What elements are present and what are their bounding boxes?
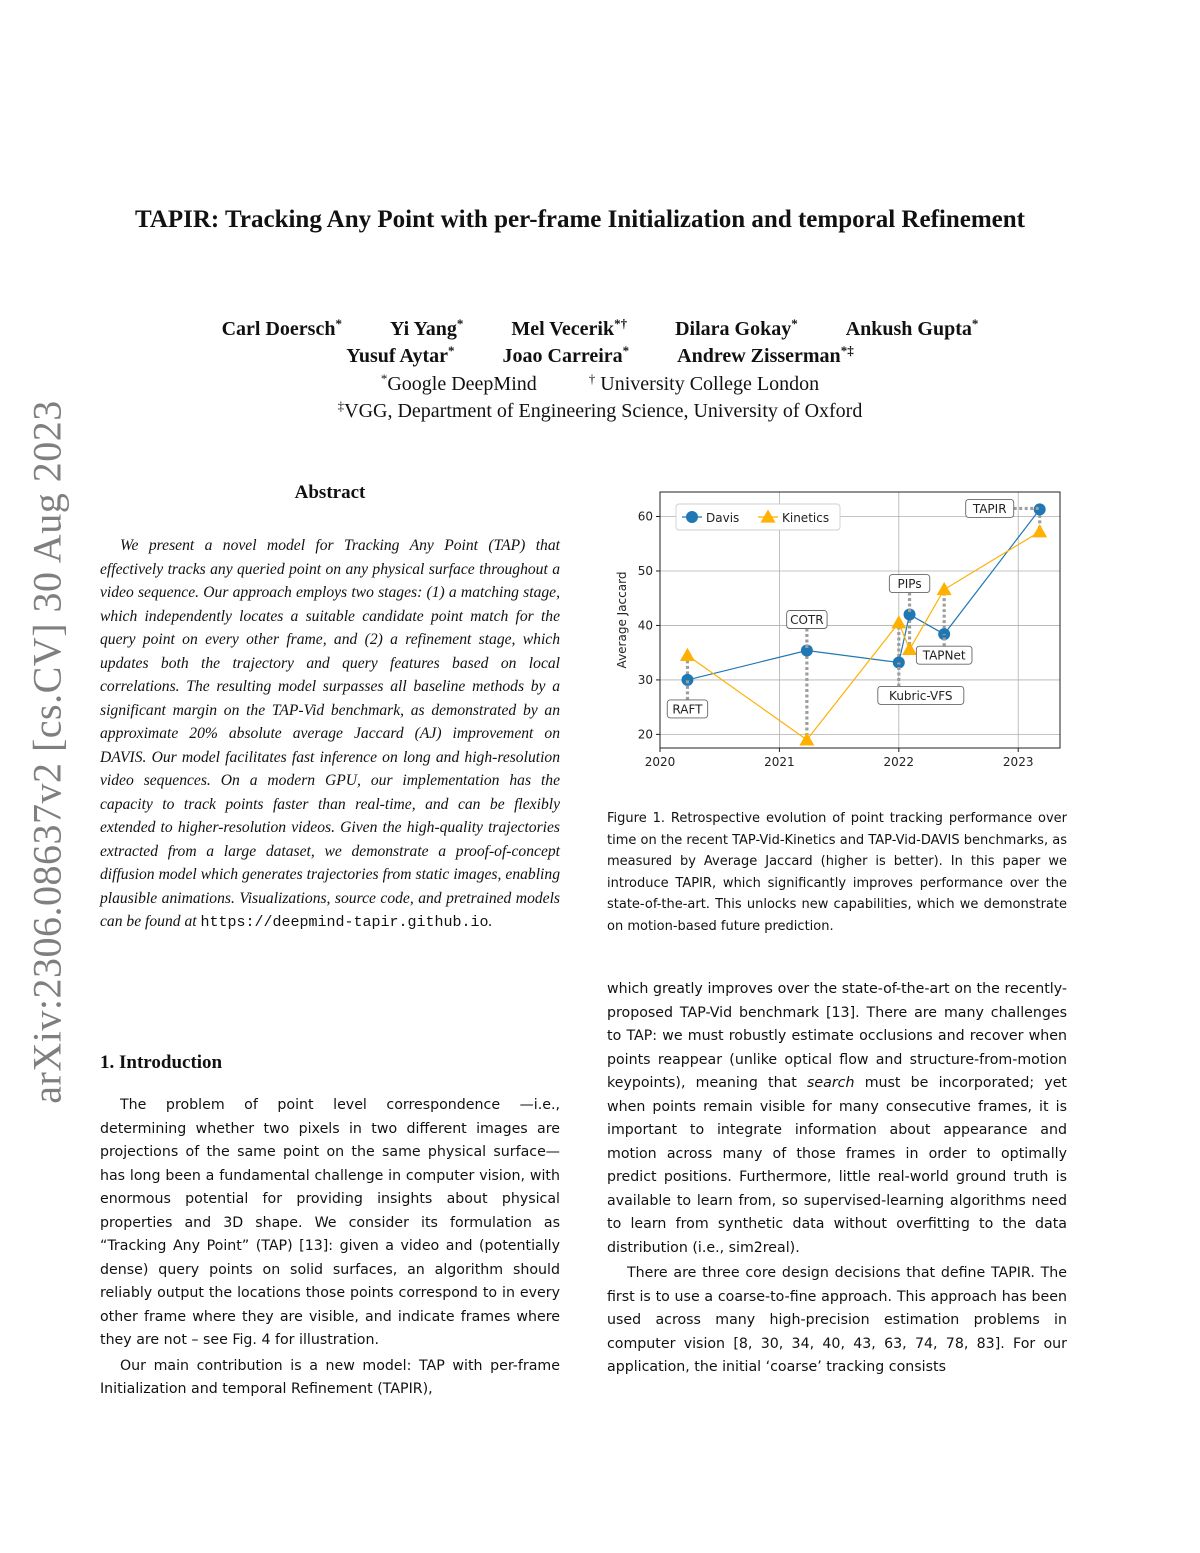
intro-paragraph-4: There are three core design decisions that define TAPIR. The first is to use a coarse-to-fine approach. This approach has been used across many high-precision estimation problems in computer vision [8, 30, 34, 40, 43, 63, 74, 78, 83]. For our application, the initial ‘coarse’ tracking consists bbox=[607, 1265, 1067, 1375]
arxiv-identifier-stamp: arXiv:2306.08637v2 [cs.CV] 30 Aug 2023 bbox=[24, 400, 70, 1104]
annotation-label: COTR bbox=[790, 613, 824, 628]
x-tick-label: 2022 bbox=[883, 755, 915, 769]
abstract-text: We present a novel model for Tracking Any Point (TAP) that effectively tracks any queried point on any physical surface throughout a video sequence. Our approach employs two stages: (1) a matching stage, which independently locates a suitable candidate point match for the query point on every other frame, and (2) a refinement stage, which updates both the trajectory and query features based on local correlations. The resulting model surpasses all baseline methods by a significant margin on the TAP-Vid benchmark, as demonstrated by an approximate 20% absolute average Jaccard (AJ) improvement on DAVIS. Our model facilitates fast inference on long and high-resolution video sequences. On a modern GPU, our implementation has the capacity to track points faster than real-time, and can be flexibly extended to higher-resolution videos. Given the high-quality trajectories extracted from a large dataset, we demonstrate a proof-of-concept diffusion model which generates trajectories from static images, enabling plausible animations. Visualizations, source code, and pretrained models can be found at https://deepmind-tapir.github.io. bbox=[100, 537, 560, 931]
y-tick-label: 30 bbox=[637, 672, 653, 687]
author: Ankush Gupta* bbox=[845, 315, 979, 340]
annotation-label: Kubric-VFS bbox=[889, 688, 953, 703]
x-tick-label: 2023 bbox=[1002, 755, 1034, 769]
legend-label-kinetics: Kinetics bbox=[782, 511, 830, 525]
performance-chart bbox=[600, 480, 1080, 780]
annotation-label: TAPIR bbox=[972, 501, 1007, 516]
annotation-label: PIPs bbox=[897, 577, 922, 592]
x-tick-label: 2020 bbox=[644, 755, 676, 769]
y-tick-label: 40 bbox=[637, 618, 653, 633]
figure-1-chart bbox=[600, 480, 1080, 780]
intro-paragraph-3: which greatly improves over the state-of-the-art on the recently-proposed TAP-Vid benchmark [13]. There are many challenges to TAP: we must robustly estimate occlusions and recover when points reappear (unlike optical flow and structure-from-motion keypoints), meaning that search must be incorporated; yet when points remain visible for many consecutive frames, it is important to integrate information about appearance and motion across many of those frames in order to optimally predict positions. Furthermore, little real-world ground truth is available to learn from, so supervised-learning algorithms need to learn from synthetic data without overfitting to the data distribution (i.e., sim2real). bbox=[607, 981, 1067, 1256]
left-column-body bbox=[100, 1094, 560, 1402]
paper-title: TAPIR: Tracking Any Point with per-frame Initialization and temporal Refinement bbox=[135, 206, 1025, 233]
legend-marker-davis bbox=[686, 511, 698, 523]
affiliation: † University College London bbox=[588, 370, 820, 395]
annotation-label: RAFT bbox=[672, 702, 703, 717]
affiliation-row-2 bbox=[100, 397, 1100, 423]
x-tick-label: 2021 bbox=[764, 755, 795, 769]
data-point-davis bbox=[681, 674, 693, 686]
author: Yusuf Aytar* bbox=[346, 342, 455, 367]
author: Dilara Gokay* bbox=[675, 315, 798, 340]
right-column-body bbox=[607, 978, 1067, 1380]
author-list-row-1 bbox=[100, 315, 1100, 341]
author: Mel Vecerik*† bbox=[511, 315, 628, 340]
y-tick-label: 60 bbox=[637, 509, 653, 524]
intro-paragraph-1: The problem of point level correspondence —i.e., determining whether two pixels in two different images are projections of the same point on the same physical surface— has long been a fundamental challenge in computer vision, with enormous potential for providing insights about physical properties and 3D shape. We consider its formulation as “Tracking Any Point” (TAP) [13]: given a video and (potentially dense) query points on solid surfaces, an algorithm should reliably output the locations those points correspond to in every other frame where they are visible, and indicate frames where they are not – see Fig. 4 for illustration. bbox=[100, 1097, 560, 1348]
author: Carl Doersch* bbox=[221, 315, 342, 340]
affiliation: *Google DeepMind bbox=[380, 370, 537, 395]
legend-label-davis: Davis bbox=[706, 511, 740, 525]
y-tick-label: 50 bbox=[637, 563, 653, 578]
affiliation: ‡VGG, Department of Engineering Science, University of Oxford bbox=[337, 397, 863, 422]
figure-1-caption: Figure 1. Retrospective evolution of point tracking performance over time on the recent TAP-Vid-Kinetics and TAP-Vid-DAVIS benchmarks, as measured by Average Jaccard (higher is better). In this paper we introduce TAPIR, which significantly improves performance over the state-of-the-art. This unlocks new capabilities, which we demonstrate on motion-based future prediction. bbox=[607, 811, 1067, 934]
intro-paragraph-2: Our main contribution is a new model: TAP with per-frame Initialization and temporal Refinement (TAPIR), bbox=[100, 1357, 560, 1397]
y-tick-label: 20 bbox=[637, 727, 653, 742]
author-list-row-2 bbox=[100, 342, 1100, 368]
data-point-davis bbox=[1034, 503, 1046, 515]
abstract-heading: Abstract bbox=[294, 482, 366, 503]
y-axis-label: Average Jaccard bbox=[615, 571, 629, 669]
annotation-label: TAPNet bbox=[922, 648, 966, 663]
author: Yi Yang* bbox=[389, 315, 464, 340]
project-url-link[interactable]: https://deepmind-tapir.github.io bbox=[200, 914, 489, 931]
affiliation-row-1 bbox=[100, 370, 1100, 396]
author: Joao Carreira* bbox=[502, 342, 630, 367]
author: Andrew Zisserman*‡ bbox=[677, 342, 854, 367]
introduction-heading: 1. Introduction bbox=[100, 1052, 223, 1073]
